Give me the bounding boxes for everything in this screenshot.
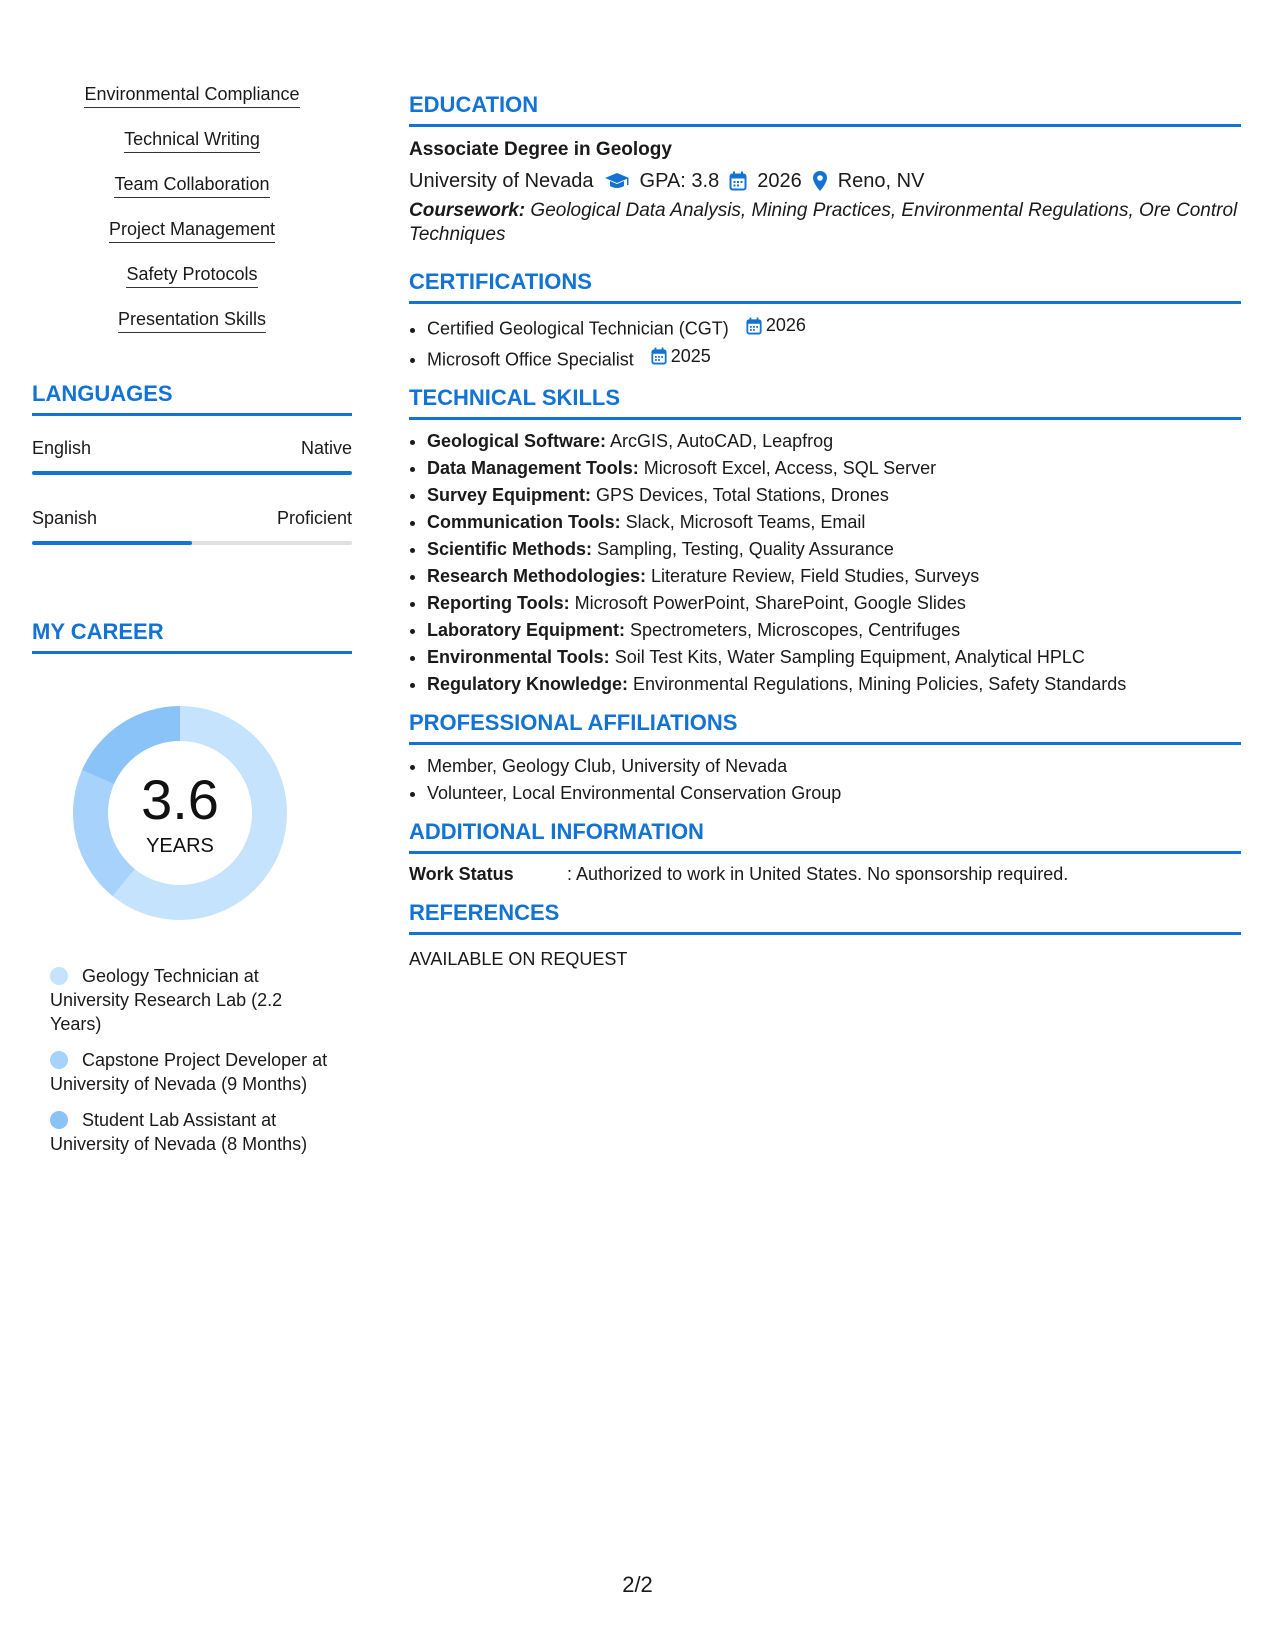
skill-values: Sampling, Testing, Quality Assurance: [592, 539, 894, 559]
references-heading: REFERENCES: [409, 900, 1241, 935]
skill-tag: Safety Protocols: [126, 262, 257, 288]
technical-skill-item: [427, 455, 1241, 482]
education-location: Reno, NV: [837, 170, 925, 192]
career-donut-center: [65, 698, 295, 928]
career-total-years: 3.6: [141, 768, 219, 831]
work-status-value: : Authorized to work in United States. No sponsorship required.: [567, 864, 1069, 884]
affiliations-heading: PROFESSIONAL AFFILIATIONS: [409, 710, 1241, 745]
technical-skill-item: [427, 509, 1241, 536]
technical-skills-section: [409, 385, 1241, 698]
certification-item: [427, 312, 1241, 343]
technical-skill-item: [427, 536, 1241, 563]
skill-values: Slack, Microsoft Teams, Email: [620, 512, 866, 532]
career-legend-label: Geology Technician at University Research Lab (2.2 Years): [50, 966, 283, 1034]
technical-skill-item: [427, 428, 1241, 455]
page-number: 2/2: [622, 1572, 653, 1597]
language-bar-fill: [32, 471, 352, 475]
skill-values: Environmental Regulations, Mining Policies, Safety Standards: [628, 674, 1127, 694]
language-bar: [32, 541, 352, 545]
career-legend-label: Student Lab Assistant at University of Nevada (8 Months): [50, 1110, 308, 1154]
coursework-label: Coursework:: [409, 200, 526, 221]
skill-category: Reporting Tools:: [427, 593, 570, 613]
language-name: Spanish: [32, 508, 98, 528]
technical-skill-item: [427, 644, 1241, 671]
languages-section: [32, 381, 352, 545]
skill-tag: Technical Writing: [124, 127, 260, 153]
skill-category: Laboratory Equipment:: [427, 620, 626, 640]
language-item: [32, 507, 352, 545]
technical-skill-item: [427, 617, 1241, 644]
career-legend-item: [50, 964, 330, 1036]
language-level: Proficient: [276, 508, 352, 528]
career-legend-item: [50, 1048, 330, 1096]
language-bar-fill: [32, 541, 192, 545]
affiliation-item: • Volunteer, Local Environmental Conservation Group: [427, 780, 1241, 807]
coursework-text: Geological Data Analysis, Mining Practices, Environmental Regulations, Ore Control Techniques: [409, 200, 1238, 245]
skill-tag: Environmental Compliance: [84, 82, 299, 108]
graduation-year: 2026: [757, 170, 802, 192]
skill-category: Data Management Tools:: [427, 458, 639, 478]
work-status-row: [409, 862, 1241, 886]
skill-tag: Presentation Skills: [118, 307, 266, 333]
skill-category: Research Methodologies:: [427, 566, 647, 586]
career-legend-label: Capstone Project Developer at University of Nevada (9 Months): [50, 1050, 328, 1094]
career-legend: [50, 964, 330, 1156]
left-column: [32, 82, 352, 1168]
legend-dot-icon: [50, 967, 68, 985]
legend-dot-icon: [50, 1051, 68, 1069]
affiliation-item: • Member, Geology Club, University of Nevada: [427, 753, 1241, 780]
coursework: [409, 199, 1241, 247]
languages-heading: LANGUAGES: [32, 381, 352, 416]
graduation-cap-icon: [604, 171, 630, 191]
right-column: [409, 92, 1241, 971]
certification-name: Microsoft Office Specialist: [427, 349, 634, 369]
technical-skill-item: [427, 590, 1241, 617]
calendar-icon: [746, 317, 762, 335]
skill-values: Literature Review, Field Studies, Surveys: [646, 566, 980, 586]
additional-info-section: [409, 819, 1241, 886]
skill-values: Soil Test Kits, Water Sampling Equipment, Analytical HPLC: [609, 647, 1085, 667]
skill-category: Geological Software:: [427, 431, 607, 451]
degree-title: Associate Degree in Geology: [409, 139, 672, 160]
work-status-label: Work Status: [409, 864, 514, 884]
certification-item: [427, 343, 1241, 374]
additional-info-heading: ADDITIONAL INFORMATION: [409, 819, 1241, 854]
language-bar: [32, 471, 352, 475]
gpa: GPA: 3.8: [639, 170, 720, 192]
calendar-icon: [651, 347, 667, 365]
language-item: [32, 437, 352, 475]
affiliations-section: [409, 710, 1241, 807]
education-section: [409, 92, 1241, 247]
skill-values: Microsoft Excel, Access, SQL Server: [638, 458, 937, 478]
career-total-unit: YEARS: [146, 835, 214, 857]
soft-skills-list: [32, 82, 352, 352]
skill-values: ArcGIS, AutoCAD, Leapfrog: [606, 431, 834, 451]
skill-tag: Team Collaboration: [114, 172, 269, 198]
career-donut-chart: [65, 698, 295, 928]
education-meta: [409, 167, 1241, 195]
technical-skill-item: [427, 563, 1241, 590]
skill-category: Regulatory Knowledge:: [427, 674, 629, 694]
references-section: [409, 900, 1241, 971]
skill-category: Communication Tools:: [427, 512, 621, 532]
certifications-list: [409, 312, 1241, 373]
skill-category: Environmental Tools:: [427, 647, 610, 667]
certifications-heading: CERTIFICATIONS: [409, 269, 1241, 304]
affiliations-list: [409, 753, 1241, 807]
education-heading: EDUCATION: [409, 92, 1241, 127]
legend-dot-icon: [50, 1111, 68, 1129]
calendar-icon: [729, 171, 747, 191]
certification-year: 2026: [765, 315, 806, 335]
certification-name: Certified Geological Technician (CGT): [427, 318, 729, 339]
certifications-section: [409, 269, 1241, 373]
skill-values: GPS Devices, Total Stations, Drones: [591, 485, 889, 505]
skill-values: Spectrometers, Microscopes, Centrifuges: [625, 620, 961, 640]
technical-skills-heading: TECHNICAL SKILLS: [409, 385, 1241, 420]
technical-skill-item: [427, 482, 1241, 509]
skill-category: Survey Equipment:: [427, 485, 592, 505]
skill-category: Scientific Methods:: [427, 539, 593, 559]
technical-skill-item: [427, 671, 1241, 698]
certification-date: [651, 343, 711, 370]
language-level: Native: [300, 438, 352, 458]
certification-year: 2025: [670, 345, 711, 366]
skill-values: Microsoft PowerPoint, SharePoint, Google Slides: [569, 593, 966, 613]
career-legend-item: [50, 1108, 330, 1156]
career-section: [32, 619, 352, 1156]
certification-date: [746, 312, 806, 339]
skill-tag: Project Management: [109, 217, 275, 243]
references-text: AVAILABLE ON REQUEST: [409, 949, 628, 969]
language-name: English: [32, 438, 92, 458]
technical-skills-list: [409, 428, 1241, 698]
map-pin-icon: [812, 170, 828, 192]
career-heading: MY CAREER: [32, 619, 352, 654]
school-name: University of Nevada: [409, 170, 594, 192]
